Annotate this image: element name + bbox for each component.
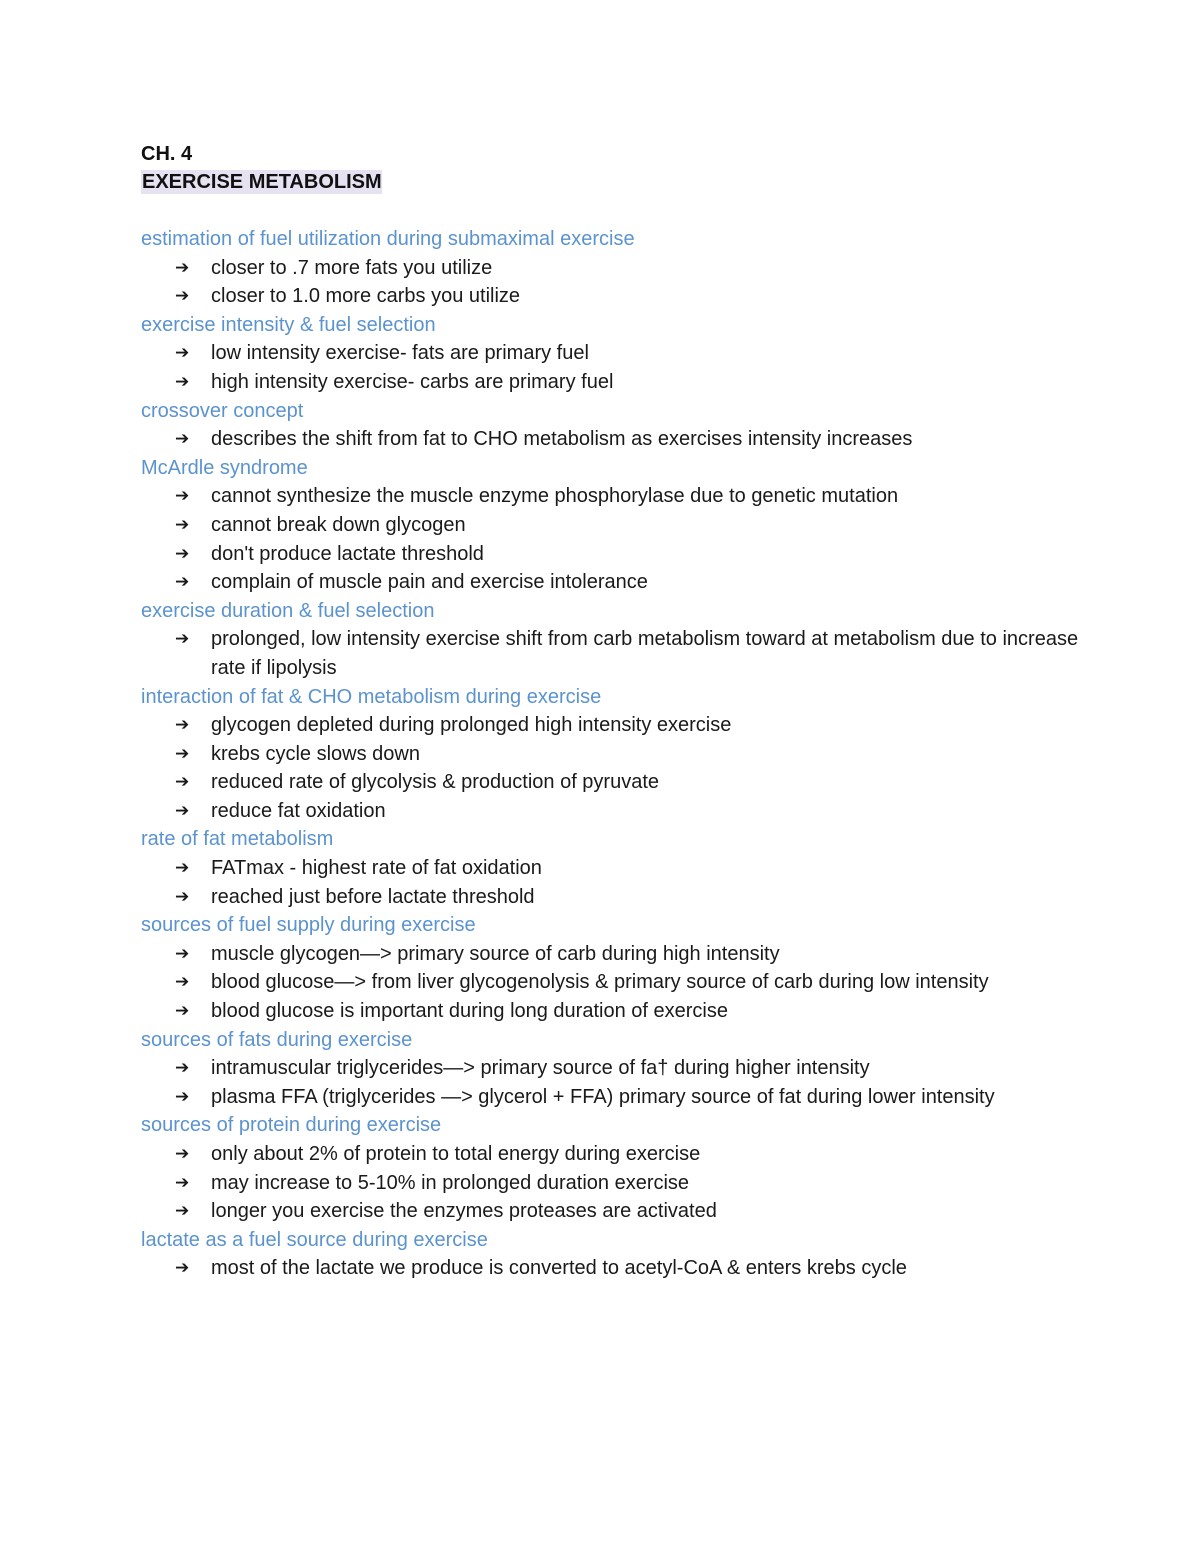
- bullet-text: muscle glycogen—> primary source of carb during high intensity: [211, 942, 780, 965]
- bullet-item: [141, 1197, 1081, 1226]
- arrow-bullet-icon: ➔: [175, 257, 190, 278]
- arrow-bullet-icon: ➔: [175, 343, 190, 364]
- bullet-item: [141, 254, 1081, 283]
- arrow-bullet-icon: ➔: [175, 1086, 190, 1107]
- bullet-item: [141, 568, 1081, 597]
- arrow-bullet-icon: ➔: [175, 1201, 190, 1222]
- chapter-label: CH. 4: [141, 143, 193, 165]
- bullet-text: FATmax - highest rate of fat oxidation: [211, 857, 542, 880]
- arrow-bullet-icon: ➔: [175, 543, 190, 564]
- bullet-text: cannot synthesize the muscle enzyme phosphorylase due to genetic mutation: [211, 485, 899, 508]
- arrow-bullet-icon: ➔: [175, 743, 190, 764]
- note-section: [141, 683, 1081, 826]
- bullet-text: plasma FFA (triglycerides —> glycerol + FFA) primary source of fat during lower intensity: [211, 1085, 995, 1108]
- bullet-item: [141, 968, 1081, 997]
- bullet-list: [141, 425, 1081, 454]
- bullet-item: [141, 711, 1081, 740]
- note-section: [141, 311, 1081, 397]
- section-heading: lactate as a fuel source during exercise: [141, 1228, 488, 1251]
- note-section: [141, 454, 1081, 597]
- bullet-text: closer to .7 more fats you utilize: [211, 256, 493, 279]
- bullet-text: longer you exercise the enzymes proteases are activated: [211, 1200, 717, 1223]
- section-heading: sources of protein during exercise: [141, 1114, 442, 1137]
- note-section: [141, 597, 1081, 683]
- bullet-item: [141, 425, 1081, 454]
- arrow-bullet-icon: ➔: [175, 629, 190, 650]
- section-heading: rate of fat metabolism: [141, 828, 334, 851]
- bullet-item: [141, 1169, 1081, 1198]
- bullet-list: [141, 1140, 1081, 1226]
- section-heading: McArdle syndrome: [141, 456, 308, 479]
- bullet-text: describes the shift from fat to CHO metabolism as exercises intensity increases: [211, 428, 913, 451]
- bullet-item: [141, 339, 1081, 368]
- bullet-text: reached just before lactate threshold: [211, 885, 535, 908]
- bullet-item: [141, 797, 1081, 826]
- arrow-bullet-icon: ➔: [175, 1001, 190, 1022]
- note-section: [141, 397, 1081, 454]
- bullet-item: [141, 482, 1081, 511]
- bullet-text: don't produce lactate threshold: [211, 542, 484, 565]
- bullet-text: blood glucose is important during long duration of exercise: [211, 1000, 728, 1023]
- note-section: [141, 825, 1081, 911]
- bullet-item: [141, 883, 1081, 912]
- section-heading: exercise intensity & fuel selection: [141, 313, 436, 336]
- bullet-item: [141, 768, 1081, 797]
- title-line: [141, 168, 1081, 196]
- bullet-list: [141, 711, 1081, 825]
- page-title: EXERCISE METABOLISM: [142, 171, 382, 193]
- arrow-bullet-icon: ➔: [175, 486, 190, 507]
- section-heading: crossover concept: [141, 399, 304, 422]
- bullet-item: [141, 625, 1081, 682]
- bullet-list: [141, 1254, 1081, 1283]
- bullet-item: [141, 940, 1081, 969]
- section-heading: sources of fuel supply during exercise: [141, 914, 476, 937]
- arrow-bullet-icon: ➔: [175, 858, 190, 879]
- note-section: [141, 225, 1081, 311]
- bullet-list: [141, 339, 1081, 396]
- bullet-text: prolonged, low intensity exercise shift from carb metabolism toward at metabolism due to increase rate if lipolysis: [211, 628, 1079, 679]
- bullet-list: [141, 940, 1081, 1026]
- arrow-bullet-icon: ➔: [175, 886, 190, 907]
- bullet-text: low intensity exercise- fats are primary fuel: [211, 342, 589, 365]
- bullet-item: [141, 854, 1081, 883]
- bullet-text: only about 2% of protein to total energy during exercise: [211, 1143, 701, 1165]
- arrow-bullet-icon: ➔: [175, 715, 190, 736]
- section-heading: estimation of fuel utilization during submaximal exercise: [141, 228, 635, 250]
- bullet-text: closer to 1.0 more carbs you utilize: [211, 285, 521, 308]
- bullet-item: [141, 740, 1081, 769]
- bullet-item: [141, 1054, 1081, 1083]
- document-page: [141, 140, 1081, 1283]
- arrow-bullet-icon: ➔: [175, 429, 190, 450]
- bullet-text: krebs cycle slows down: [211, 742, 420, 765]
- arrow-bullet-icon: ➔: [175, 1058, 190, 1079]
- arrow-bullet-icon: ➔: [175, 772, 190, 793]
- section-heading: sources of fats during exercise: [141, 1028, 413, 1051]
- bullet-item: [141, 997, 1081, 1026]
- bullet-text: reduced rate of glycolysis & production of pyruvate: [211, 771, 660, 794]
- bullet-item: [141, 368, 1081, 397]
- arrow-bullet-icon: ➔: [175, 371, 190, 392]
- arrow-bullet-icon: ➔: [175, 286, 190, 307]
- bullet-text: intramuscular triglycerides—> primary source of fa† during higher intensity: [211, 1057, 870, 1080]
- bullet-text: high intensity exercise- carbs are primary fuel: [211, 370, 614, 393]
- bullet-text: complain of muscle pain and exercise intolerance: [211, 571, 648, 594]
- note-section: [141, 1111, 1081, 1225]
- arrow-bullet-icon: ➔: [175, 800, 190, 821]
- bullet-text: reduce fat oxidation: [211, 799, 386, 822]
- arrow-bullet-icon: ➔: [175, 1258, 190, 1279]
- section-heading: interaction of fat & CHO metabolism during exercise: [141, 685, 602, 708]
- arrow-bullet-icon: ➔: [175, 972, 190, 993]
- bullet-list: [141, 625, 1081, 682]
- section-heading: exercise duration & fuel selection: [141, 599, 435, 622]
- bullet-item: [141, 1083, 1081, 1112]
- arrow-bullet-icon: ➔: [175, 943, 190, 964]
- bullet-text: blood glucose—> from liver glycogenolysis & primary source of carb during low intensity: [211, 971, 989, 994]
- note-section: [141, 1226, 1081, 1283]
- bullet-list: [141, 254, 1081, 311]
- bullet-item: [141, 1140, 1081, 1169]
- bullet-item: [141, 540, 1081, 569]
- note-section: [141, 911, 1081, 1025]
- bullet-item: [141, 1254, 1081, 1283]
- bullet-list: [141, 482, 1081, 596]
- arrow-bullet-icon: ➔: [175, 572, 190, 593]
- bullet-list: [141, 854, 1081, 911]
- notes-body: [141, 225, 1081, 1283]
- bullet-item: [141, 511, 1081, 540]
- arrow-bullet-icon: ➔: [175, 1172, 190, 1193]
- note-section: [141, 1026, 1081, 1112]
- bullet-item: [141, 282, 1081, 311]
- arrow-bullet-icon: ➔: [175, 1144, 190, 1164]
- bullet-text: may increase to 5-10% in prolonged duration exercise: [211, 1171, 690, 1194]
- bullet-list: [141, 1054, 1081, 1111]
- bullet-text: most of the lactate we produce is converted to acetyl-CoA & enters krebs cycle: [211, 1257, 907, 1280]
- bullet-text: cannot break down glycogen: [211, 513, 466, 536]
- arrow-bullet-icon: ➔: [175, 514, 190, 535]
- bullet-text: glycogen depleted during prolonged high intensity exercise: [211, 714, 732, 737]
